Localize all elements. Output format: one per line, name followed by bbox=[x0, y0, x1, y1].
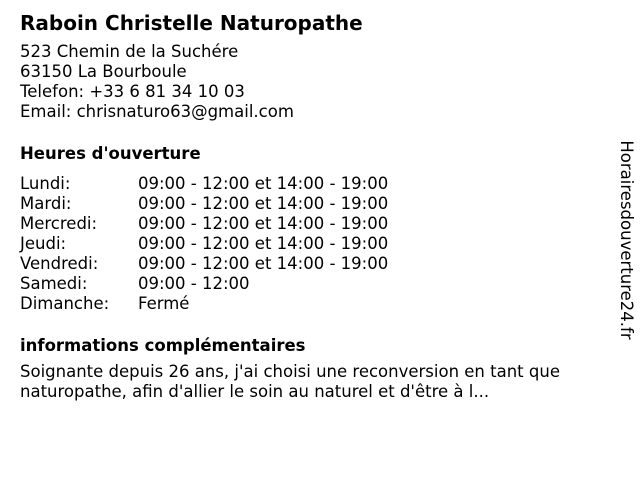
hours-row-saturday bbox=[20, 274, 610, 294]
hours-time: 09:00 - 12:00 et 14:00 - 19:00 bbox=[138, 174, 389, 193]
hours-day: Samedi: bbox=[20, 274, 88, 293]
hours-row-wednesday bbox=[20, 214, 610, 234]
hours-day: Mardi: bbox=[20, 194, 72, 213]
address-city: 63150 La Bourboule bbox=[20, 62, 187, 81]
hours-day: Lundi: bbox=[20, 174, 71, 193]
site-watermark: Horairesdouverture24.fr bbox=[617, 140, 636, 340]
hours-time: 09:00 - 12:00 et 14:00 - 19:00 bbox=[138, 234, 389, 253]
opening-hours-heading: Heures d'ouverture bbox=[20, 144, 201, 163]
hours-time: 09:00 - 12:00 et 14:00 - 19:00 bbox=[138, 194, 389, 213]
hours-row-monday bbox=[20, 174, 610, 194]
hours-time: Fermé bbox=[138, 294, 190, 313]
email-address: Email: chrisnaturo63@gmail.com bbox=[20, 102, 294, 121]
hours-time: 09:00 - 12:00 et 14:00 - 19:00 bbox=[138, 214, 389, 233]
hours-day: Vendredi: bbox=[20, 254, 99, 273]
business-card bbox=[20, 10, 610, 402]
hours-time: 09:00 - 12:00 bbox=[138, 274, 250, 293]
phone-number: Telefon: +33 6 81 34 10 03 bbox=[20, 82, 245, 101]
hours-row-thursday bbox=[20, 234, 610, 254]
hours-row-tuesday bbox=[20, 194, 610, 214]
contact-block bbox=[20, 42, 610, 122]
hours-time: 09:00 - 12:00 et 14:00 - 19:00 bbox=[138, 254, 389, 273]
additional-info-heading: informations complémentaires bbox=[20, 336, 306, 355]
hours-day: Mercredi: bbox=[20, 214, 98, 233]
hours-day: Jeudi: bbox=[20, 234, 67, 253]
hours-row-sunday bbox=[20, 294, 610, 314]
hours-row-friday bbox=[20, 254, 610, 274]
hours-day: Dimanche: bbox=[20, 294, 110, 313]
business-name: Raboin Christelle Naturopathe bbox=[20, 11, 363, 35]
business-description: Soignante depuis 26 ans, j'ai choisi une reconversion en tant que naturopathe, afin d'allier le soin au naturel et d'être à l... bbox=[20, 362, 560, 401]
opening-hours-table bbox=[20, 174, 610, 314]
address-street: 523 Chemin de la Suchére bbox=[20, 42, 239, 61]
